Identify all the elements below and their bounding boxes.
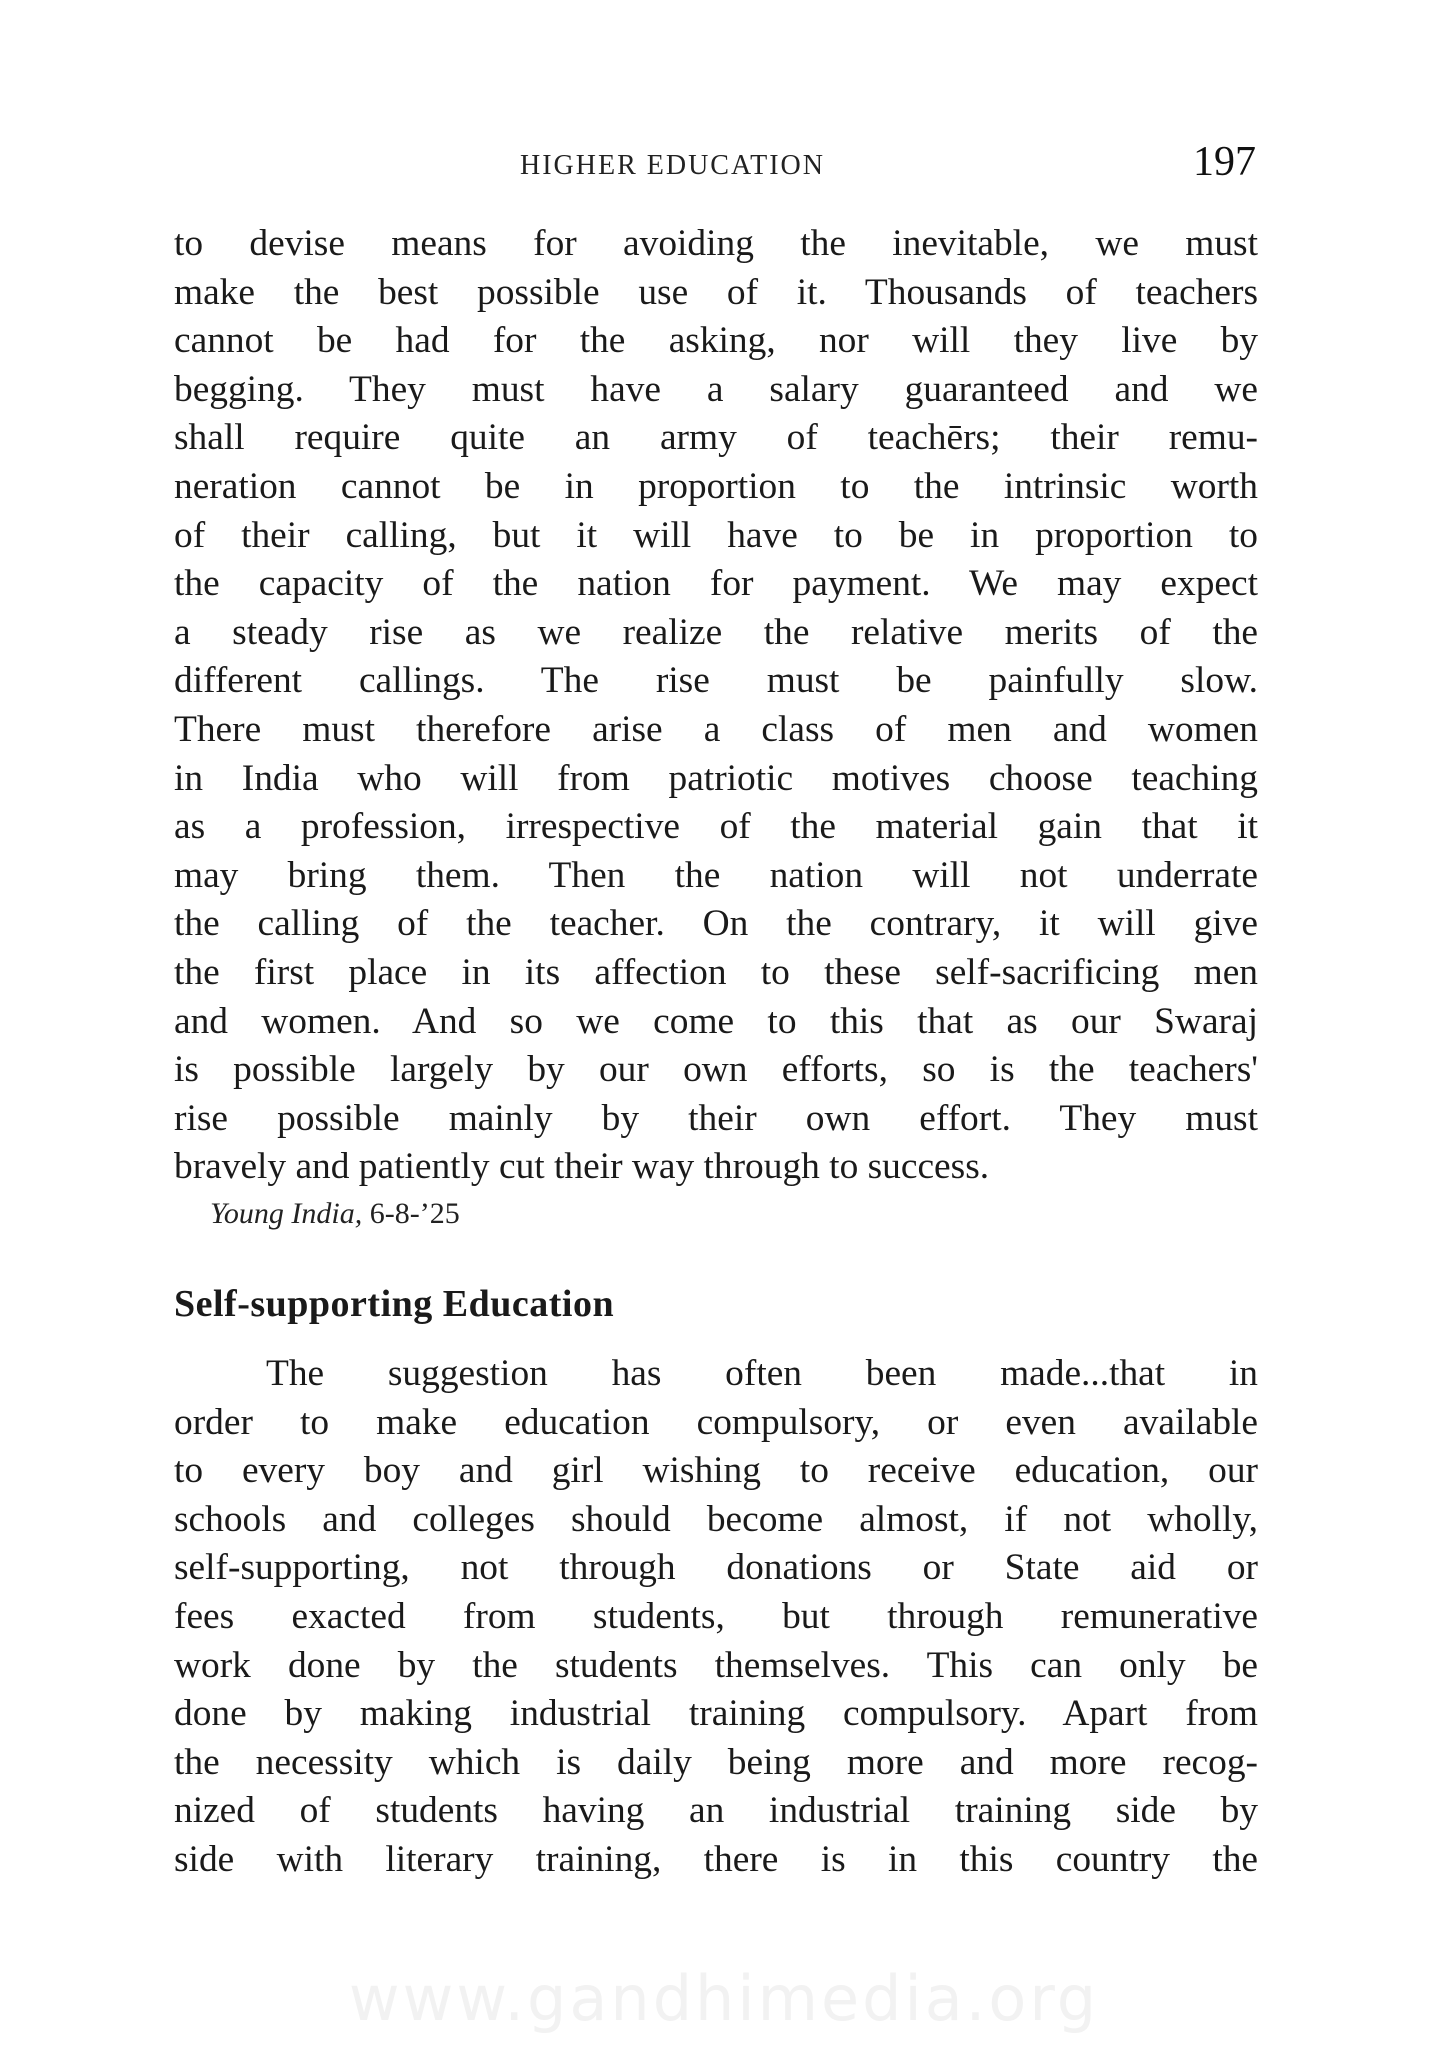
text-line: shall require quite an army of teachērs; their remu- [174,417,1258,459]
citation-date: 6-8-’25 [369,1197,460,1230]
text-line: done by making industrial training compulsory. Apart from [174,1693,1258,1735]
watermark: www.gandhimedia.org [348,1962,1100,2035]
text-line: The suggestion has often been made...that in [266,1353,1258,1394]
text-line: nized of students having an industrial training side by [174,1790,1258,1832]
body-paragraph-2 [174,1350,1258,1885]
text-line: fees exacted from students, but through remunerative [174,1595,1258,1637]
text-line: order to make education compulsory, or even available [174,1401,1258,1443]
text-line: There must therefore arise a class of men and women [174,708,1258,750]
text-line: to every boy and girl wishing to receive education, our [174,1450,1258,1492]
text-line: make the best possible use of it. Thousands of teachers [174,271,1258,313]
text-line: the calling of the teacher. On the contrary, it will give [174,903,1258,945]
text-line: is possible largely by our own efforts, so is the teachers' [174,1049,1258,1091]
text-line: side with literary training, there is in this country the [174,1838,1258,1880]
text-line: a steady rise as we realize the relative merits of the [174,611,1258,653]
text-line: rise possible mainly by their own effort. They must [174,1097,1258,1139]
text-line: schools and colleges should become almost, if not wholly, [174,1498,1258,1540]
text-line: to devise means for avoiding the inevitable, we must [174,223,1258,264]
text-line: work done by the students themselves. This can only be [174,1644,1258,1686]
text-line: the first place in its affection to these self-sacrificing men [174,951,1258,993]
text-line: the capacity of the nation for payment. We may expect [174,563,1258,605]
text-line: bravely and patiently cut their way through to success. [174,1146,990,1188]
running-head: HIGHER EDUCATION [520,150,825,181]
text-line: neration cannot be in proportion to the intrinsic worth [174,465,1258,507]
text-line: of their calling, but it will have to be in proportion to [174,514,1258,556]
text-line: as a profession, irrespective of the material gain that it [174,806,1258,848]
page-number: 197 [1193,139,1256,185]
body-paragraph-1 [174,220,1258,1192]
text-line: in India who will from patriotic motives choose teaching [174,757,1258,799]
text-line: different callings. The rise must be painfully slow. [174,660,1258,702]
section-heading: Self-supporting Education [174,1283,615,1325]
text-line: and women. And so we come to this that as our Swaraj [174,1000,1258,1042]
text-line: cannot be had for the asking, nor will they live by [174,320,1258,362]
citation-source: Young India, [210,1197,363,1230]
text-line: begging. They must have a salary guaranteed and we [174,368,1258,410]
text-line: self-supporting, not through donations or State aid or [174,1547,1258,1589]
citation [210,1197,460,1231]
text-line: may bring them. Then the nation will not underrate [174,854,1258,896]
text-line: the necessity which is daily being more and more recog- [174,1741,1258,1783]
